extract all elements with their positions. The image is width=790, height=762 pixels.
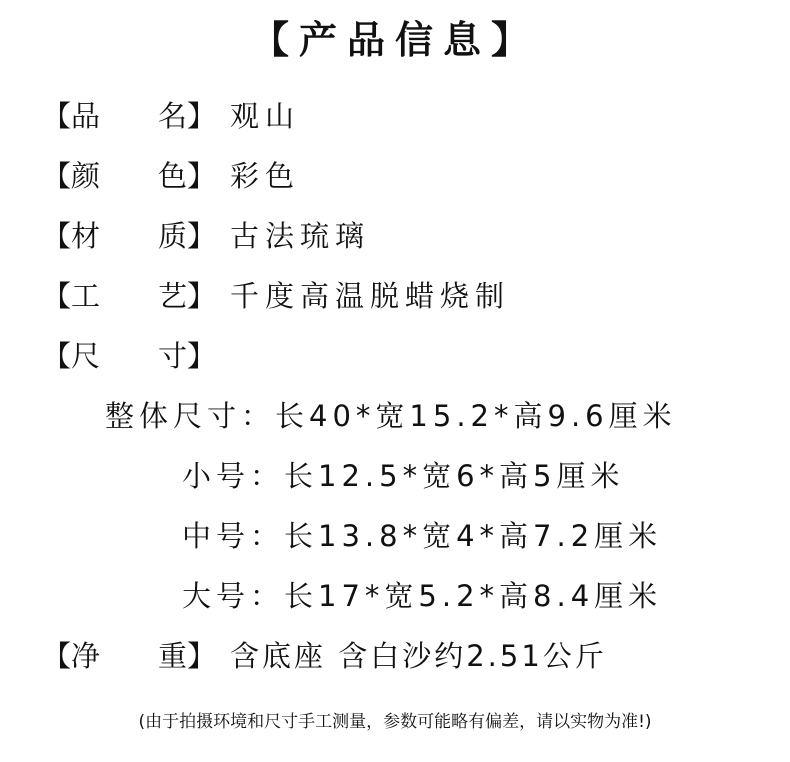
size-small-value: 长12.5*宽6*高5厘米: [284, 459, 625, 493]
size-overall-label: 整体尺寸：: [105, 399, 276, 433]
size-small-label: 小号：: [182, 459, 285, 493]
size-large: [182, 576, 662, 616]
page-title: 【产品信息】: [250, 17, 539, 62]
size-medium: [182, 516, 662, 556]
color-value: 彩色: [230, 159, 301, 193]
color-label: 【颜 色】: [42, 159, 217, 193]
craft-value: 千度高温脱蜡烧制: [230, 279, 511, 313]
info-row-size: [42, 336, 230, 376]
disclaimer-note: (由于拍摄环境和尺寸手工测量，参数可能略有偏差，请以实物为准!): [138, 712, 652, 732]
name-value: 观山: [230, 99, 301, 133]
size-small: [182, 456, 625, 496]
info-row-material: [42, 216, 370, 256]
info-row-color: [42, 156, 300, 196]
info-row-craft: [42, 276, 510, 316]
info-row-weight: [42, 636, 607, 676]
size-large-value: 长17*宽5.2*高8.4厘米: [284, 579, 663, 613]
name-label: 【品 名】: [42, 99, 217, 133]
weight-value: 含底座 含白沙约2.51公斤: [230, 639, 607, 673]
size-large-label: 大号：: [182, 579, 285, 613]
size-medium-label: 中号：: [182, 519, 285, 553]
size-label: 【尺 寸】: [42, 339, 217, 373]
size-medium-value: 长13.8*宽4*高7.2厘米: [284, 519, 663, 553]
info-row-name: [42, 96, 300, 136]
size-overall-value: 长40*宽15.2*高9.6厘米: [275, 399, 677, 433]
weight-label: 【净 重】: [42, 639, 217, 673]
craft-label: 【工 艺】: [42, 279, 217, 313]
size-overall: [105, 396, 677, 436]
material-value: 古法琉璃: [230, 219, 371, 253]
material-label: 【材 质】: [42, 219, 217, 253]
